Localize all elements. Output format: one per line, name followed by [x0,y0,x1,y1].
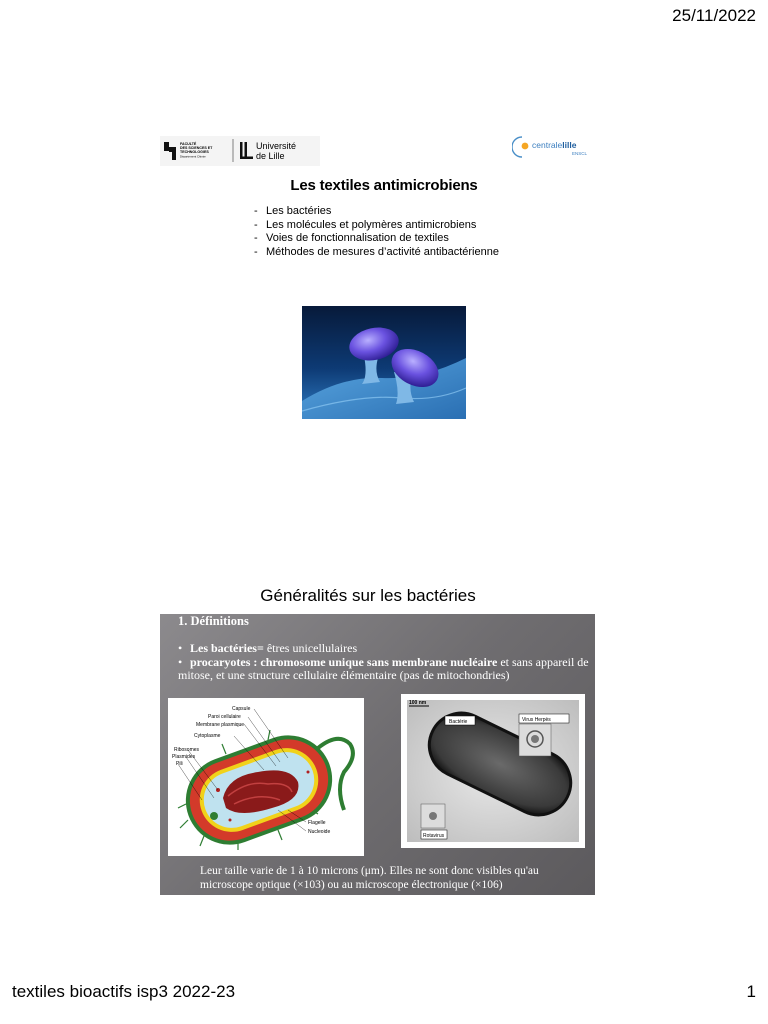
page-number: 1 [746,982,756,1001]
topic-item: - Les bactéries [252,205,499,219]
univ-logo-text-1: Université [256,141,297,151]
bullet-bacteria-definition: • Les bactéries= êtres unicellulaires [178,641,358,655]
fst-logo-text-2: DES SCIENCES ET [180,146,213,150]
label-membrane: Membrane plasmique [196,722,245,728]
size-description: Leur taille varie de 1 à 10 microns (μm). Elles ne sont donc visibles qu'au microscope optique (×103) ou au microscope électronique (×106) [200,865,539,891]
fst-logo-text-4: Département Chimie [180,154,206,159]
svg-text:centralelille [532,140,577,150]
section-heading: 1. Définitions [178,614,249,628]
enscl-logo-text: ENSCL [572,151,588,156]
footer-course-title: textiles bioactifs isp3 2022-23 [12,982,236,1001]
slide2-title: Généralités sur les bactéries [260,586,476,605]
label-paroi: Paroi cellulaire [208,714,241,720]
electron-micrograph [401,694,585,848]
fst-logo-text-3: TECHNOLOGIES [180,150,209,154]
bacterial-cell-diagram [168,698,364,856]
topic-item: - Les molécules et polymères antimicrobiens [252,219,499,233]
centrale-logo-text: centrale [532,140,563,150]
label-rotavirus: Rotavirus [423,833,445,839]
label-bacterie: Bactérie [449,719,468,725]
topic-item: - Méthodes de mesures d’activité antibactérienne [252,246,499,260]
label-virus: Virus Herpès [522,717,551,723]
bacteria-microscope-image [302,306,466,419]
slide1-title: Les textiles antimicrobiens [290,177,478,194]
universite-de-lille-logo [160,136,320,166]
label-capsule: Capsule [232,706,251,712]
label-cytoplasme: Cytoplasme [194,733,221,739]
bullet-text: et sans appareil de mitose, et une structure cellulaire élémentaire (pas de mitochondries) [178,655,589,682]
bullet-bold-text: Les bactéries= [190,641,264,655]
topics-list [252,205,499,259]
document-date: 25/11/2022 [672,6,756,25]
bullet-text: êtres unicellulaires [263,641,358,655]
centrale-lille-logo [512,133,594,161]
scale-bar-label: 100 nm [409,700,427,706]
bullet-bold-text: procaryotes : chromosome unique sans membrane nucléaire [190,655,498,669]
univ-logo-text-2: de Lille [256,151,285,161]
lille-logo-text: lille [562,140,577,150]
label-pili: Pili [176,761,183,767]
bullet-prokaryotes: • procaryotes : chromosome unique sans membrane nucléaire et sans appareil de mitose, et une structure cellulaire élémentaire (pas de mitochondries) [178,655,589,682]
label-ribosomes: Ribosomes [174,747,200,753]
fst-logo-text-1: FACULTÉ [180,142,197,146]
label-flagelle: Flagelle [308,820,326,826]
label-plasmides: Plasmides [172,754,196,760]
definitions-slide [160,614,595,895]
label-nucleoide: Nucleoide [308,829,331,835]
topic-item: - Voies de fonctionnalisation de textiles [252,232,499,246]
